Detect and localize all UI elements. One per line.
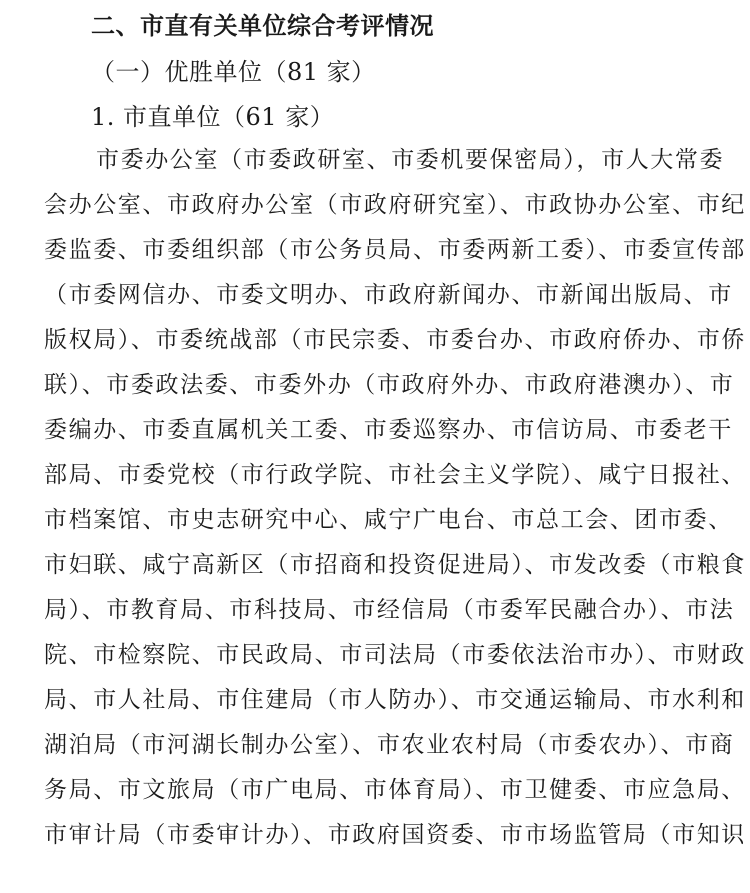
- body-line: 院、市检察院、市民政局、市司法局（市委依法治市办）、市财政: [44, 642, 746, 668]
- section-heading: 二、市直有关单位综合考评情况: [91, 12, 434, 40]
- body-line: 务局、市文旅局（市广电局、市体育局）、市卫健委、市应急局、: [44, 777, 746, 803]
- body-line: 局）、市教育局、市科技局、市经信局（市委军民融合办）、市法: [44, 597, 735, 623]
- body-line: 市妇联、咸宁高新区（市招商和投资促进局）、市发改委（市粮食: [44, 552, 746, 578]
- body-line: 局、市人社局、市住建局（市人防办）、市交通运输局、市水利和: [44, 687, 746, 713]
- category-heading: 1. 市直单位（61 家）: [91, 103, 335, 131]
- body-line: 市委办公室（市委政研室、市委机要保密局），市人大常委: [96, 147, 725, 173]
- subsection-heading: （一）优胜单位（81 家）: [91, 58, 376, 86]
- body-line: 委监委、市委组织部（市公务员局、市委两新工委）、市委宣传部: [44, 237, 746, 263]
- body-line: 会办公室、市政府办公室（市政府研究室）、市政协办公室、市纪: [44, 192, 746, 218]
- body-line: 联）、市委政法委、市委外办（市政府外办、市政府港澳办）、市: [44, 372, 735, 398]
- body-line: 版权局）、市委统战部（市民宗委、市委台办、市政府侨办、市侨: [44, 327, 746, 353]
- body-line: 市审计局（市委审计办）、市政府国资委、市市场监管局（市知识: [44, 822, 746, 848]
- body-line: 委编办、市委直属机关工委、市委巡察办、市信访局、市委老干: [44, 417, 733, 443]
- body-line: 市档案馆、市史志研究中心、咸宁广电台、市总工会、团市委、: [44, 507, 733, 533]
- body-line: 湖泊局（市河湖长制办公室）、市农业农村局（市委农办）、市商: [44, 732, 735, 758]
- body-line: （市委网信办、市委文明办、市政府新闻办、市新闻出版局、市: [44, 282, 733, 308]
- body-line: 部局、市委党校（市行政学院、市社会主义学院）、咸宁日报社、: [44, 462, 746, 488]
